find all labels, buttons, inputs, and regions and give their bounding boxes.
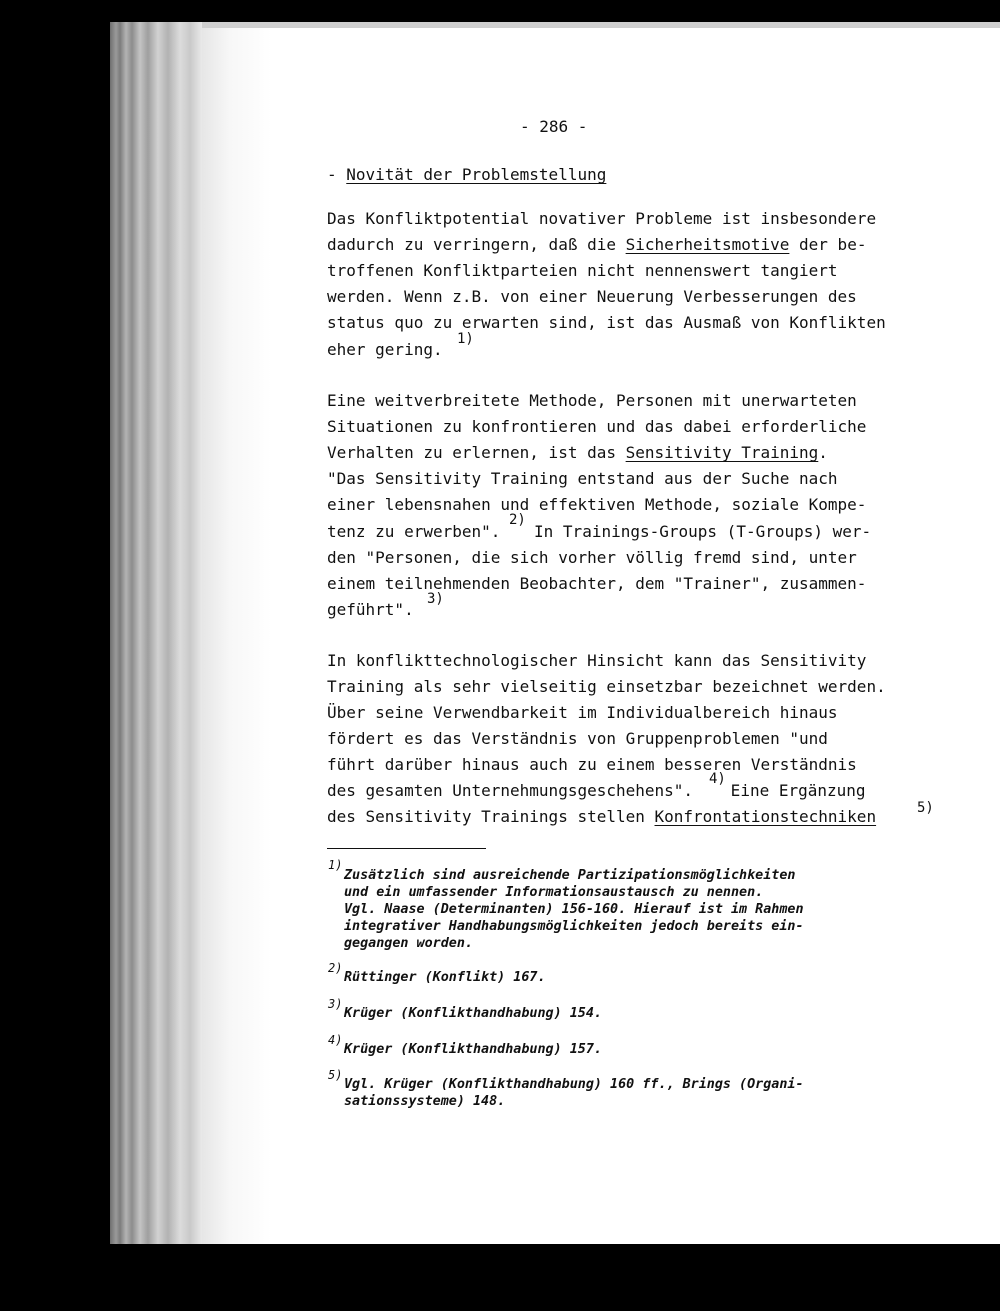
p1-line-1: Das Konfliktpotential novativer Probleme ist insbesondere: [327, 209, 877, 228]
p2-line-6: [327, 522, 871, 542]
p3-line-6: [327, 781, 866, 801]
p1-line-3: troffenen Konfliktparteien nicht nennenswert tangiert: [327, 261, 838, 280]
page-number: - 286 -: [520, 117, 588, 136]
footnote-line: Vgl. Naase (Determinanten) 156-160. Hierauf ist im Rahmen: [344, 902, 804, 917]
book-page: [202, 22, 1000, 1244]
footnote-ref-2: 2): [509, 512, 526, 528]
p2-line-6-text: tenz zu erwerben".: [327, 522, 501, 541]
p3-line-3: Über seine Verwendbarkeit im Individualbereich hinaus: [327, 703, 838, 722]
footnote-line: gegangen worden.: [344, 936, 473, 951]
page-edges: [110, 22, 202, 1244]
footnote-line: Rüttinger (Konflikt) 167.: [344, 970, 546, 985]
p3-line-7-text: des Sensitivity Trainings stellen: [327, 807, 655, 826]
p2-line-8: einem teilnehmenden Beobachter, dem "Trainer", zusammen-: [327, 574, 867, 593]
p1-line-4: werden. Wenn z.B. von einer Neuerung Verbesserungen des: [327, 287, 857, 306]
section-heading: [327, 165, 606, 185]
footnote-ref-4: 4): [709, 771, 726, 787]
footnote-line: und ein umfassender Informationsaustausch zu nennen.: [344, 885, 764, 900]
p2-line-4: "Das Sensitivity Training entstand aus der Suche nach: [327, 469, 838, 488]
p2-line-7: den "Personen, die sich vorher völlig fremd sind, unter: [327, 548, 857, 567]
p1-line-2: [327, 235, 866, 255]
p3-line-6-text: des gesamten Unternehmungsgeschehens".: [327, 781, 694, 800]
footnote-ref-3: 3): [427, 591, 444, 607]
p3-line-7: [327, 807, 876, 827]
p2-line-1: Eine weitverbreitete Methode, Personen mit unerwarteten: [327, 391, 857, 410]
p1-line-2-text: dadurch zu verringern, daß die: [327, 235, 626, 254]
p3-line-7-underlined: Konfrontationstechniken: [654, 807, 877, 826]
footnote-line: Zusätzlich sind ausreichende Partizipationsmöglichkeiten: [344, 868, 796, 883]
footnote-line: integrativer Handhabungsmöglichkeiten jedoch bereits ein-: [344, 919, 804, 934]
p1-line-5: status quo zu erwarten sind, ist das Ausmaß von Konflikten: [327, 313, 886, 332]
p2-line-5: einer lebensnahen und effektiven Methode, soziale Kompe-: [327, 495, 867, 514]
footnote-number: 5): [328, 1068, 343, 1082]
p2-line-3-underlined: Sensitivity Training: [625, 443, 819, 462]
p2-line-3-text: Verhalten zu erlernen, ist das: [327, 443, 626, 462]
p1-line-6: eher gering.: [327, 340, 443, 359]
footnote-number: 1): [328, 858, 343, 872]
p3-line-4: fördert es das Verständnis von Gruppenproblemen "und: [327, 729, 828, 748]
p2-line-9: geführt".: [327, 600, 414, 619]
heading-title: Novität der Problemstellung: [346, 165, 607, 184]
footnote-line: Vgl. Krüger (Konflikthandhabung) 160 ff., Brings (Organi-: [344, 1077, 804, 1092]
p2-line-3: [327, 443, 828, 463]
footnote-ref-5: 5): [917, 800, 934, 816]
footnote-line: Krüger (Konflikthandhabung) 154.: [344, 1006, 602, 1021]
footnote-ref-1: 1): [457, 331, 474, 347]
p2-line-6-end: In Trainings-Groups (T-Groups) wer-: [524, 522, 872, 541]
heading-prefix: -: [327, 165, 347, 184]
p2-line-2: Situationen zu konfrontieren und das dabei erforderliche: [327, 417, 867, 436]
footnote-number: 2): [328, 961, 343, 975]
p2-line-3-end: .: [818, 443, 828, 462]
p3-line-2: Training als sehr vielseitig einsetzbar bezeichnet werden.: [327, 677, 886, 696]
book-spread: [110, 22, 1000, 1244]
p1-line-2-underlined: Sicherheitsmotive: [625, 235, 790, 254]
p3-line-5: führt darüber hinaus auch zu einem besseren Verständnis: [327, 755, 857, 774]
footnote-line: sationssysteme) 148.: [344, 1094, 506, 1109]
footnote-divider: [327, 848, 486, 849]
footnote-line: Krüger (Konflikthandhabung) 157.: [344, 1042, 602, 1057]
footnote-number: 4): [328, 1033, 343, 1047]
p1-line-2-end: der be-: [789, 235, 867, 254]
p3-line-1: In konflikttechnologischer Hinsicht kann das Sensitivity: [327, 651, 867, 670]
footnote-number: 3): [328, 997, 343, 1011]
p3-line-6-end: Eine Ergänzung: [721, 781, 866, 800]
